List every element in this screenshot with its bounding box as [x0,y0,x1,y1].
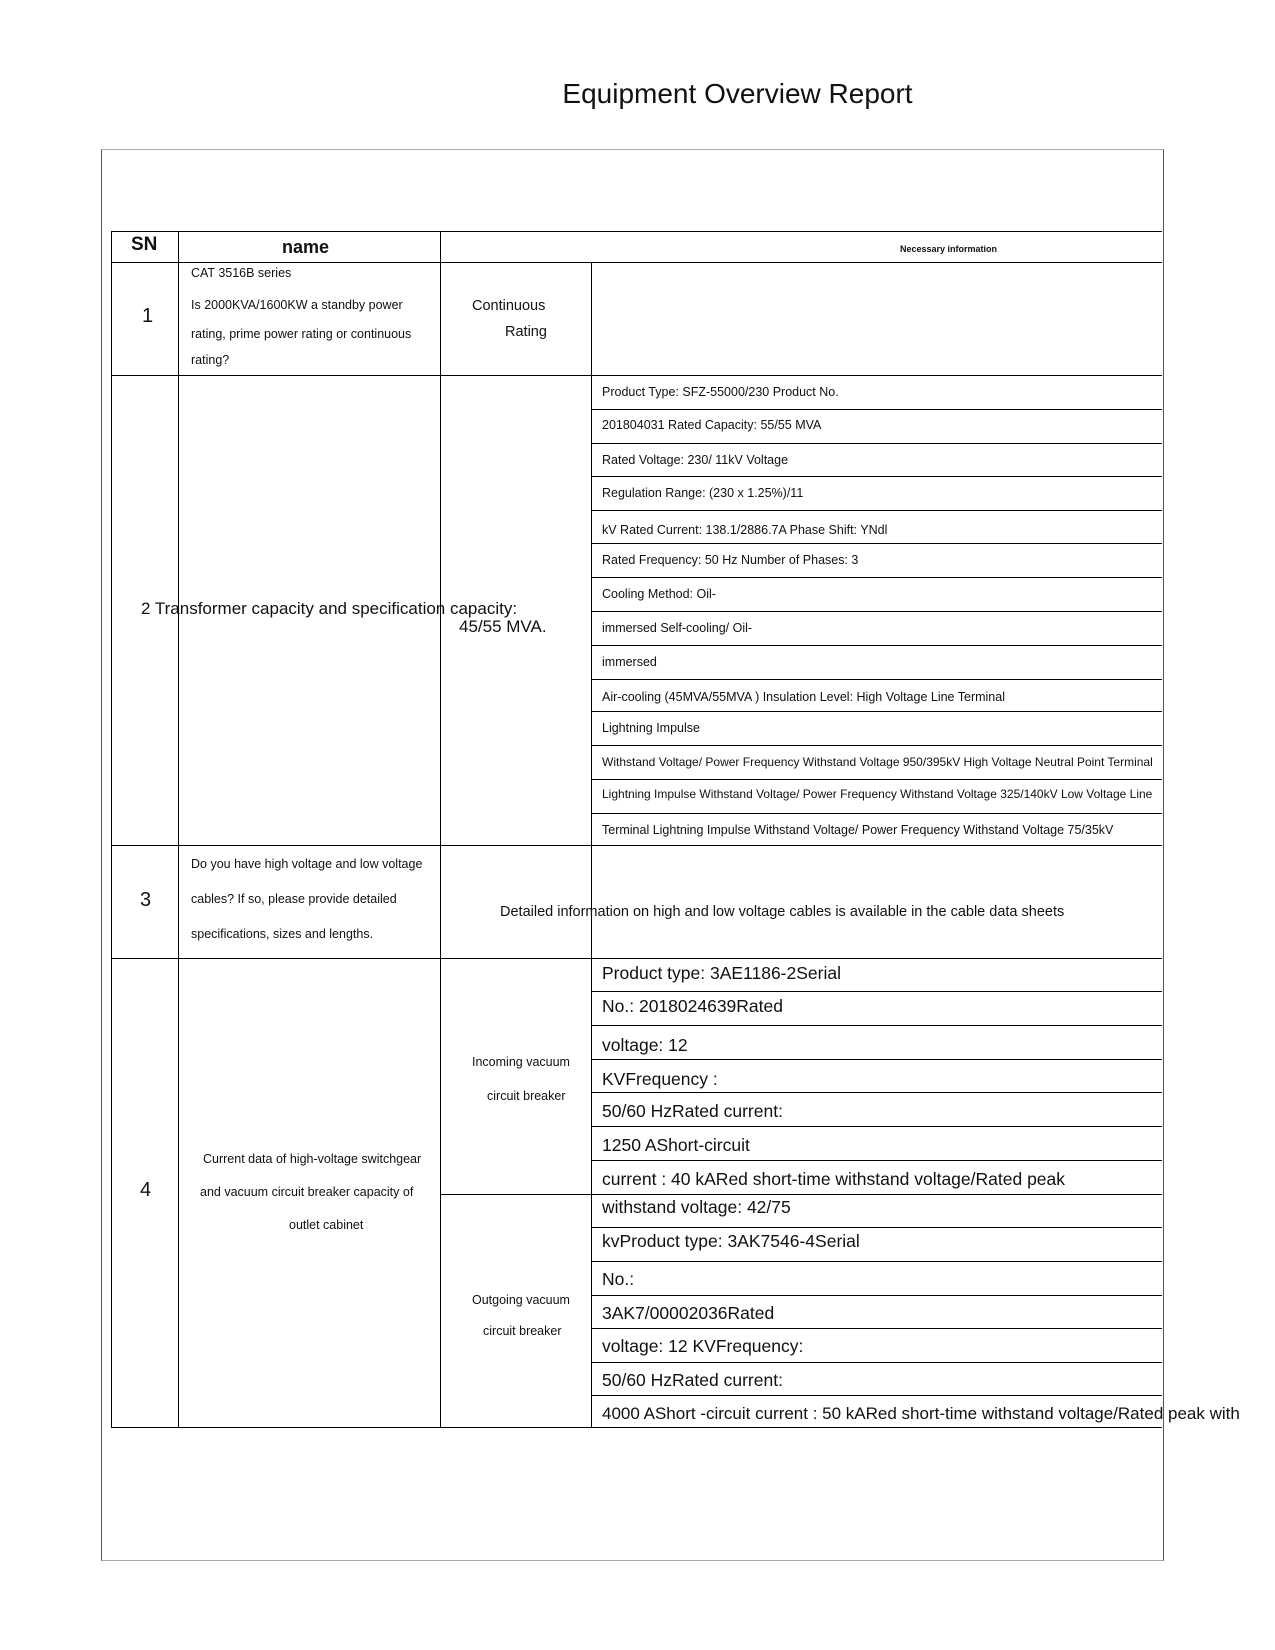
spec-rule [591,1362,1162,1363]
row1-name-line: rating, prime power rating or continuous [191,327,412,341]
row1-rating: Rating [505,324,547,340]
spec-rule [591,443,1162,444]
row2-spec-line: immersed Self-cooling/ Oil- [602,621,753,635]
table-rule [111,1427,1162,1428]
table-rule [440,1194,591,1195]
row4-spec-line: withstand voltage: 42/75 [602,1197,791,1217]
row1-name-line: CAT 3516B series [191,266,292,280]
table-rule [111,958,1162,959]
table-column-rule [591,262,592,845]
row4-spec-line: 3AK7/00002036Rated [602,1303,775,1323]
row3-sn: 3 [140,889,152,911]
header-sn: SN [131,234,158,255]
row4-sn: 4 [140,1179,152,1201]
spec-rule [591,611,1162,612]
spec-rule [591,577,1162,578]
table-column-rule [591,958,592,1427]
row2-spec-line: Air-cooling (45MVA/55MVA ) Insulation Level: High Voltage Line Terminal [602,690,1005,704]
row1-rating: Continuous [472,298,546,314]
row2-merged-label: 45/55 MVA. [459,617,547,636]
row4-spec-line: current : 40 kARed short-time withstand voltage/Rated peak [602,1169,1066,1189]
header-name: name [282,237,330,257]
spec-rule [591,1328,1162,1329]
row4-incoming-label: Incoming vacuum [472,1055,570,1069]
spec-rule [591,543,1162,544]
row4-outgoing-label: Outgoing vacuum [472,1293,570,1307]
row2-spec-line: Lightning Impulse Withstand Voltage/ Power Frequency Withstand Voltage 325/140kV Low Voltage Line [602,787,1153,801]
table-column-rule [591,845,592,958]
spec-rule [591,991,1162,992]
header-info: Necessary information [900,244,998,254]
row4-spec-line: 1250 AShort-circuit [602,1135,750,1155]
spec-rule [591,679,1162,680]
spec-rule [591,711,1162,712]
table-rule [111,231,1162,232]
table-rule [111,375,1162,376]
row2-spec-line: Rated Frequency: 50 Hz Number of Phases: 3 [602,553,859,567]
row4-spec-line: Product type: 3AE1186-2Serial [602,963,841,983]
table-rule [111,845,1162,846]
table-column-rule [440,231,441,1427]
row4-spec-line: kvProduct type: 3AK7546-4Serial [602,1231,860,1251]
spec-rule [591,1295,1162,1296]
table-column-rule [178,231,179,1427]
row2-spec-line: Regulation Range: (230 x 1.25%)/11 [602,486,804,500]
spec-rule [591,1059,1162,1060]
row4-incoming-label: circuit breaker [487,1089,566,1103]
row2-spec-line: kV Rated Current: 138.1/2886.7A Phase Shift: YNdl [602,523,888,537]
spec-rule [591,409,1162,410]
spec-rule [591,745,1162,746]
row1-name-line: rating? [191,353,230,367]
row4-spec-line: No.: 2018024639Rated [602,996,783,1016]
row4-spec-line: voltage: 12 [602,1035,688,1055]
table-column-rule [111,231,112,1427]
spec-rule [591,1261,1162,1262]
spec-rule [591,1160,1162,1161]
row4-spec-line: KVFrequency : [602,1069,718,1089]
spec-rule [591,1227,1162,1228]
spec-rule [591,1194,1162,1195]
row1-sn: 1 [142,305,154,327]
row2-spec-line: Product Type: SFZ-55000/230 Product No. [602,385,839,399]
row4-name-line: outlet cabinet [289,1218,364,1232]
row3-name-line: specifications, sizes and lengths. [191,927,374,941]
row1-name-line: Is 2000KVA/1600KW a standby power [191,298,403,312]
row4-spec-line: 50/60 HzRated current: [602,1101,783,1121]
row2-spec-line: Rated Voltage: 230/ 11kV Voltage [602,453,789,467]
spec-rule [591,813,1162,814]
row4-name-line: Current data of high-voltage switchgear [203,1152,422,1166]
spec-rule [591,510,1162,511]
spec-rule [591,645,1162,646]
row2-spec-line: Lightning Impulse [602,721,700,735]
row3-name-line: Do you have high voltage and low voltage [191,857,423,871]
report-title: Equipment Overview Report [562,78,913,109]
row4-spec-line: 4000 AShort -circuit current : 50 kARed short-time withstand voltage/Rated peak with [602,1404,1240,1423]
row2-merged-label: 2 Transformer capacity and specification capacity: [141,599,518,618]
row4-spec-line: No.: [602,1269,635,1289]
spec-rule [591,779,1162,780]
row2-spec-line: immersed [602,655,657,669]
row2-spec-line: 201804031 Rated Capacity: 55/55 MVA [602,418,822,432]
spec-rule [591,1395,1162,1396]
spec-rule [591,476,1162,477]
row2-spec-line: Withstand Voltage/ Power Frequency Withstand Voltage 950/395kV High Voltage Neutral Point Terminal [602,755,1153,769]
row4-spec-line: voltage: 12 KVFrequency: [602,1336,804,1356]
row4-spec-line: 50/60 HzRated current: [602,1370,783,1390]
spec-rule [591,1025,1162,1026]
row3-name-line: cables? If so, please provide detailed [191,892,397,906]
row3-info: Detailed information on high and low voltage cables is available in the cable data sheets [500,904,1065,920]
row4-outgoing-label: circuit breaker [483,1324,562,1338]
row4-name-line: and vacuum circuit breaker capacity of [200,1185,414,1199]
spec-rule [591,1126,1162,1127]
row2-spec-line: Terminal Lightning Impulse Withstand Voltage/ Power Frequency Withstand Voltage 75/35kV [602,823,1114,837]
spec-rule [591,1092,1162,1093]
row2-spec-line: Cooling Method: Oil- [602,587,716,601]
